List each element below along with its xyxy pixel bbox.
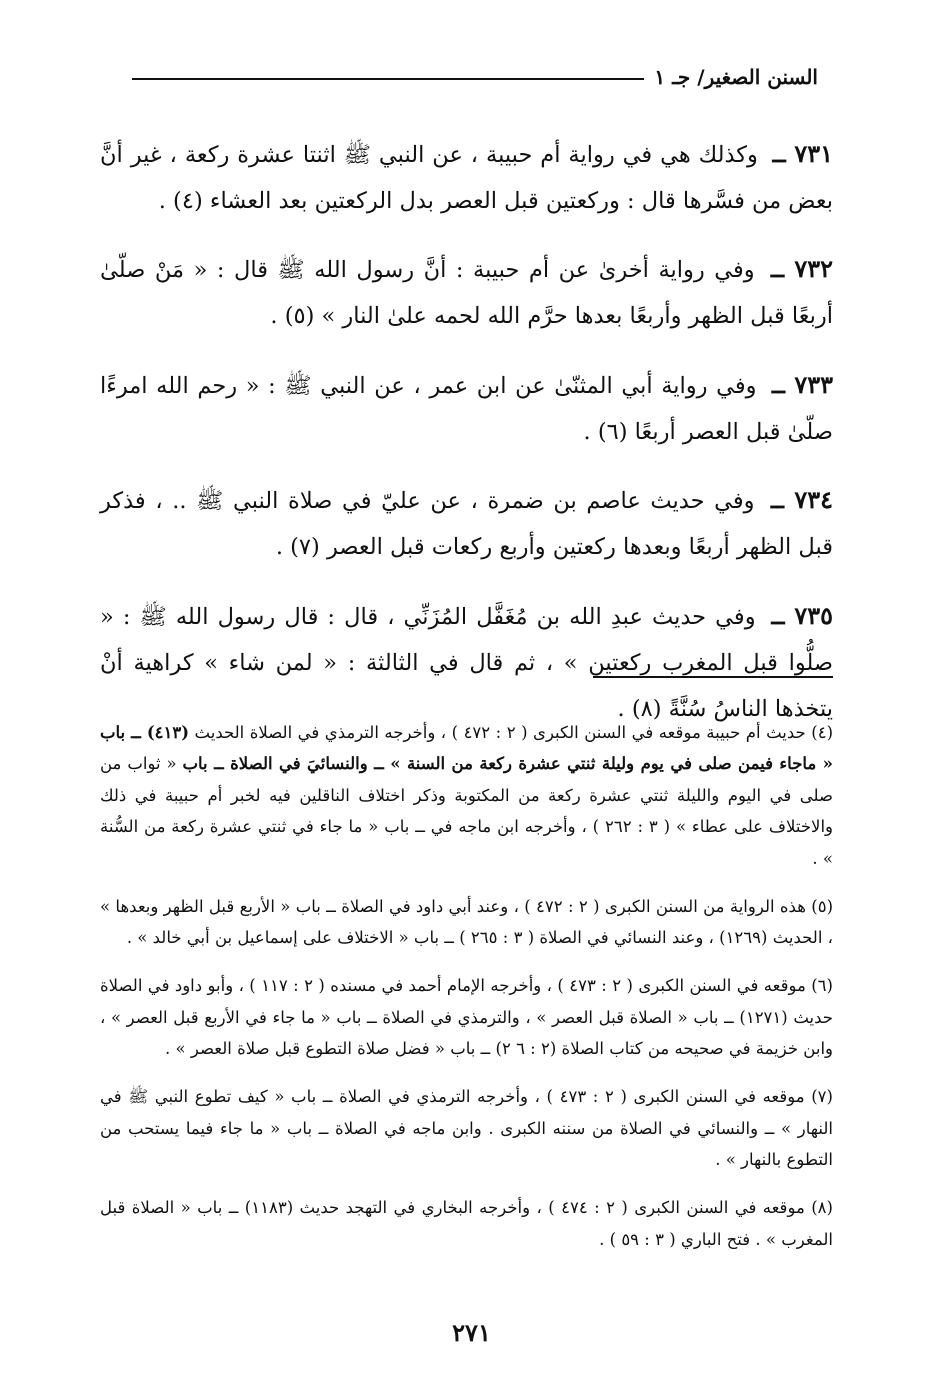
hadith-text: وفي حديث عاصم بن ضمرة ، عن عليّ في صلاة النبي ﷺ .. ، فذكر قبل الظهر أربعًا وبعدها ركعتين وأربع ركعات قبل العصر (٧) . xyxy=(100,488,833,560)
hadith-733: ٧٣٣ ــ وفي رواية أبي المثنّىٰ عن ابن عمر ، عن النبي ﷺ : « رحم الله امرءًا صلّىٰ قبل العصر أربعًا (٦) . xyxy=(100,369,833,445)
hadith-number: ٧٣٤ xyxy=(794,485,833,514)
hadith-731: ٧٣١ ــ وكذلك هي في رواية أم حبيبة ، عن النبي ﷺ اثنتا عشرة ركعة ، غير أنَّ بعض من فسَّرها قال : وركعتين قبل العصر بدل الركعتين بعد العشاء (٤) . xyxy=(100,138,833,214)
hadith-text: وفي رواية أبي المثنّىٰ عن ابن عمر ، عن النبي ﷺ : « رحم الله امرءًا صلّىٰ قبل العصر أربعًا (٦) . xyxy=(100,372,833,445)
footnote-separator xyxy=(593,676,833,678)
hadith-text: وفي رواية أخرىٰ عن أم حبيبة : أنَّ رسول الله ﷺ قال : « مَنْ صلّىٰ أربعًا قبل الظهر وأربعًا بعدها حرَّم الله لحمه علىٰ النار » (٥) . xyxy=(100,257,833,329)
hadith-text: وفي حديث عبدِ الله بن مُغَفَّل المُزَنِّي ، قال : قال رسول الله ﷺ : « صلُّوا قبل المغرب ركعتين » ، ثم قال في الثالثة : « لمن شاء » كراهية أنْ يتخذها الناسُ سُنَّةً (٨) . xyxy=(100,603,833,722)
footnote-6: (٦) موقعه في السنن الكبرى ( ٢ : ٤٧٣ ) ، وأخرجه الإمام أحمد في مسنده ( ٢ : ١١٧ ) ، وأبو داود في الصلاة حديث (١٢٧١) ــ باب « الصلاة قبل العصر » ، والترمذي في الصلاة ــ باب « ما جاء في الأربع قبل العصر » ، وابن خزيمة في صحيحه من كتاب الصلاة (٢ : ٦ ٢) ــ باب « فضل صلاة التطوع قبل صلاة العصر » . xyxy=(100,976,833,1058)
hadith-text: وكذلك هي في رواية أم حبيبة ، عن النبي ﷺ اثنتا عشرة ركعة ، غير أنَّ بعض من فسَّرها قال : وركعتين قبل العصر بدل الركعتين بعد العشاء (٤) . xyxy=(100,141,833,214)
hadith-number: ٧٣٣ xyxy=(794,369,833,399)
running-header-title: السنن الصغير/ جـ ١ xyxy=(654,65,818,89)
footnote-7: (٧) موقعه في السنن الكبرى ( ٢ : ٤٧٣ ) ، وأخرجه الترمذي في الصلاة ــ باب « كيف تطوع النبي ﷺ في النهار » ــ والنسائي في الصلاة من سننه الكبرى . وابن ماجه في الصلاة ــ باب « ما جاء فيما يستحب من التطوع بالنهار » . xyxy=(100,1087,833,1169)
hadith-number: ٧٣١ xyxy=(794,138,833,168)
hadith-735: ٧٣٥ ــ وفي حديث عبدِ الله بن مُغَفَّل المُزَنِّي ، قال : قال رسول الله ﷺ : « صلُّوا قبل المغرب ركعتين » ، ثم قال في الثالثة : « لمن شاء » كراهية أنْ يتخذها الناسُ سُنَّةً (٨) . xyxy=(100,600,833,722)
page-number: ٢٧١ xyxy=(452,1318,491,1347)
main-text xyxy=(100,108,833,744)
footnote-5: (٥) هذه الرواية من السنن الكبرى ( ٢ : ٤٧٢ ) ، وعند أبي داود في الصلاة ــ باب « الأربع قبل الظهر وبعدها » ، الحديث (١٢٦٩) ، وعند النسائي في الصلاة ( ٣ : ٢٦٥ ) ــ باب « الاختلاف على إسماعيل بن أبي خالد » . xyxy=(100,896,833,947)
hadith-732: ٧٣٢ ــ وفي رواية أخرىٰ عن أم حبيبة : أنَّ رسول الله ﷺ قال : « مَنْ صلّىٰ أربعًا قبل الظهر وأربعًا بعدها حرَّم الله لحمه علىٰ النار » (٥) . xyxy=(100,254,833,329)
hadith-number: ٧٣٥ xyxy=(794,600,833,630)
hadith-number: ٧٣٢ xyxy=(794,254,833,283)
running-header xyxy=(132,58,818,88)
hadith-734: ٧٣٤ ــ وفي حديث عاصم بن ضمرة ، عن عليّ في صلاة النبي ﷺ .. ، فذكر قبل الظهر أربعًا وبعدها ركعتين وأربع ركعات قبل العصر (٧) . xyxy=(100,485,833,560)
footnotes xyxy=(100,700,833,1259)
footnote-8: (٨) موقعه في السنن الكبرى ( ٢ : ٤٧٤ ) ، وأخرجه البخاري في التهجد حديث (١١٨٣) ــ باب « الصلاة قبل المغرب » . فتح الباري ( ٣ : ٥٩ ) . xyxy=(100,1198,833,1249)
footnote-4: (٤) حديث أم حبيبة موقعه في السنن الكبرى ( ٢ : ٤٧٢ ) ، وأخرجه الترمذي في الصلاة الحديث (٤١٣) ــ باب « ماجاء فيمن صلى في يوم وليلة ثنتي عشرة ركعة من السنة » ــ والنسائيَ في الصلاة ــ باب « ثواب من صلى في اليوم والليلة ثنتي عشرة ركعة من المكتوبة وذكر اختلاف الناقلين فيه لخبر أم حبيبة في ذلك والاختلاف على عطاء » ( ٣ : ٢٦٢ ) ، وأخرجه ابن ماجه في ــ باب « ما جاء في ثنتي عشرة ركعة من السُّنة » . xyxy=(100,722,833,868)
header-rule xyxy=(132,78,644,80)
